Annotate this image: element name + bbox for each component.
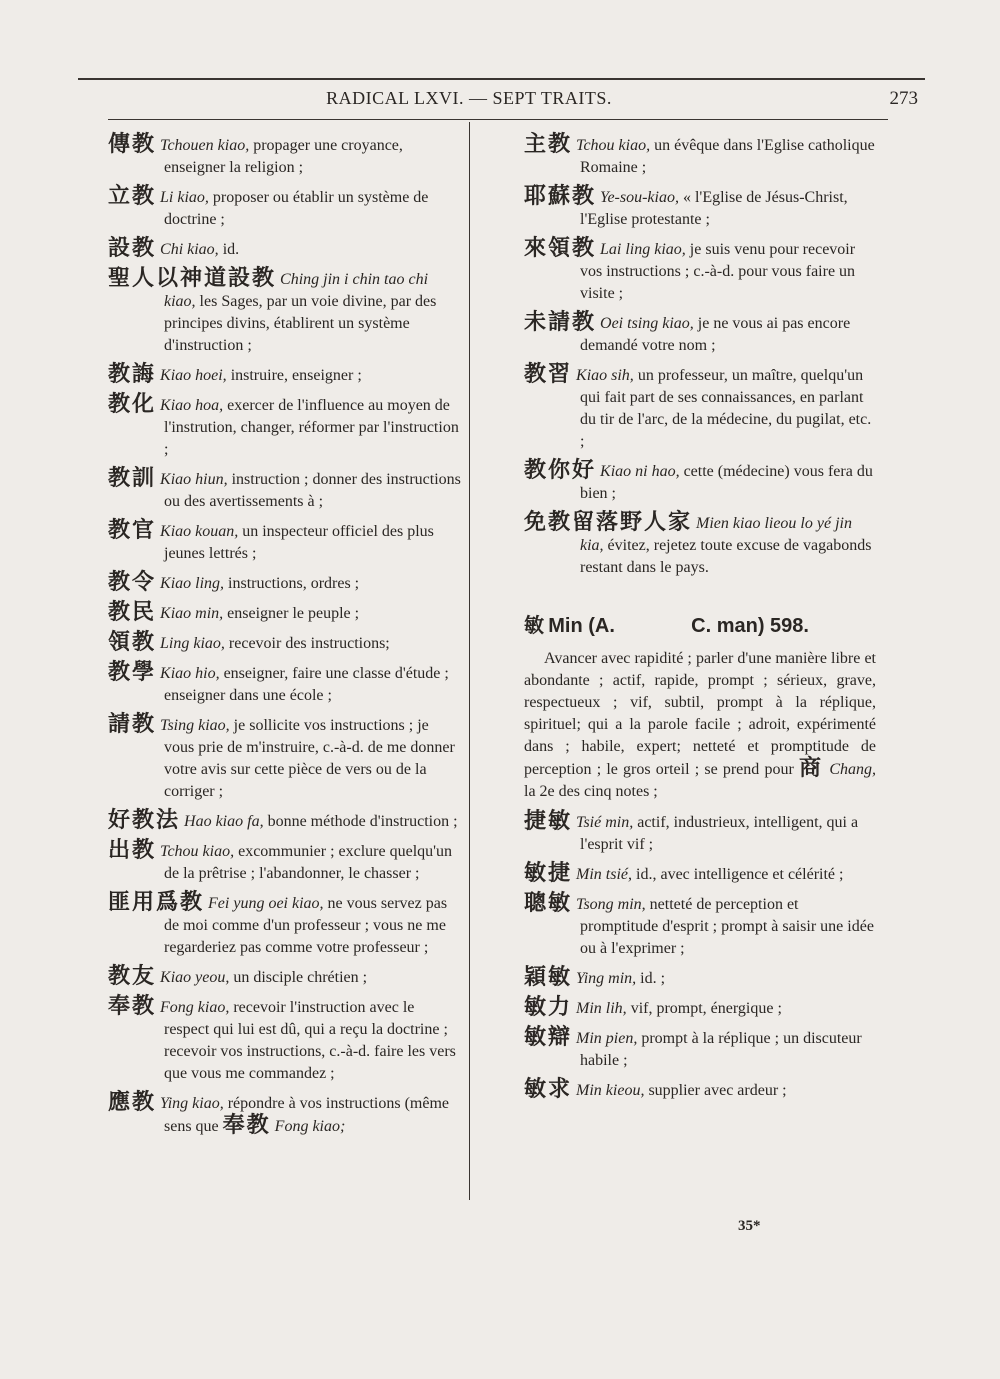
entry-characters: 教官 bbox=[108, 518, 157, 543]
entry-definition: un évêque dans l'Eglise catholique Romaine ; bbox=[580, 137, 875, 176]
entry-definition: un professeur, un maître, quelqu'un qui fait part de ses connaissances, en parlant du tir de l'arc, de la médecine, du pugilat, etc. ; bbox=[580, 367, 872, 450]
column-divider bbox=[469, 122, 470, 1200]
entry-characters: 耶蘇教 bbox=[524, 184, 597, 209]
dictionary-entry bbox=[108, 364, 461, 387]
entry-characters: 教令 bbox=[108, 570, 157, 595]
dictionary-entry bbox=[524, 811, 876, 856]
entry-definition: les Sages, par un voie divine, par des principes divins, établirent un système d'instruction ; bbox=[164, 293, 437, 354]
entry-romanization: Min tsié, bbox=[576, 866, 633, 883]
entry-definition: id. bbox=[218, 241, 240, 258]
radical-definition bbox=[524, 648, 876, 803]
entry-definition: un disciple chrétien ; bbox=[229, 969, 368, 986]
entry-characters: 傳教 bbox=[108, 132, 157, 157]
entry-romanization: Fong kiao, bbox=[160, 999, 230, 1016]
entry-definition: « l'Eglise de Jésus-Christ, l'Eglise protestante ; bbox=[580, 189, 848, 228]
dictionary-entry bbox=[108, 134, 461, 179]
dictionary-entry bbox=[524, 512, 876, 579]
entry-characters: 出教 bbox=[108, 838, 157, 863]
running-title: RADICAL LXVI. — SEPT TRAITS. bbox=[326, 88, 612, 108]
dictionary-entry bbox=[524, 134, 876, 179]
page-number: 273 bbox=[889, 88, 918, 109]
entry-characters: 教習 bbox=[524, 362, 573, 387]
dictionary-entry bbox=[524, 997, 876, 1020]
entry-romanization: Ching jin i chin tao chi kiao, bbox=[164, 271, 429, 310]
entry-romanization: Kiao yeou, bbox=[160, 969, 230, 986]
entry-definition: instruire, enseigner ; bbox=[226, 367, 362, 384]
entry-definition: ne vous servez pas de moi comme d'un professeur ; vous ne me regarderiez pas comme votre professeur ; bbox=[164, 895, 448, 956]
entry-romanization: Min lih, bbox=[576, 1000, 627, 1017]
definition-character: 商 bbox=[798, 756, 825, 781]
entry-definition: instruction ; donner des instructions ou des avertissements à ; bbox=[164, 471, 461, 510]
entry-definition: je sollicite vos instructions ; je vous prie de m'instruire, c.-à-d. de me donner votre avis sur cette pièce de vers ou de la corriger ; bbox=[164, 717, 455, 800]
entry-romanization: Tchou kiao, bbox=[160, 843, 235, 860]
entry-romanization: Kiao ni hao, bbox=[600, 463, 680, 480]
entry-romanization: Kiao hiun, bbox=[160, 471, 228, 488]
entry-definition: id., avec intelligence et célérité ; bbox=[632, 866, 844, 883]
entry-characters: 聰敏 bbox=[524, 891, 573, 916]
entry-characters: 敏捷 bbox=[524, 861, 573, 886]
dictionary-entry bbox=[108, 966, 461, 989]
entry-romanization: Chi kiao, bbox=[160, 241, 219, 258]
radical-heading bbox=[524, 609, 876, 638]
definition-text: Avancer avec rapidité ; parler d'une manière libre et abondante ; actif, rapide, prompt ; sérieux, grave, respectueux ; vif, subtil, prompt à la réplique, spirituel; qui a la parole facile ; adroit, expérimenté dans ; habile, expert; netteté et promptitude de perception ; le gros orteil ; se prend pour bbox=[524, 650, 876, 778]
dictionary-entry bbox=[524, 1079, 876, 1102]
entry-definition: un inspecteur officiel des plus jeunes lettrés ; bbox=[164, 523, 434, 562]
entry-definition: instructions, ordres ; bbox=[224, 575, 360, 592]
entry-definition: bonne méthode d'instruction ; bbox=[263, 813, 458, 830]
entry-definition: supplier avec ardeur ; bbox=[644, 1082, 787, 1099]
radical-character: 敏 bbox=[524, 613, 544, 637]
definition-romanization: Chang, bbox=[829, 761, 877, 778]
entry-characters: 奉教 bbox=[108, 994, 157, 1019]
entry-definition: je ne vous ai pas encore demandé votre nom ; bbox=[580, 315, 851, 354]
dictionary-entry bbox=[108, 468, 461, 513]
entry-characters: 免教留落野人家 bbox=[524, 510, 693, 535]
dictionary-entry bbox=[108, 714, 461, 803]
radical-label: Min (A. bbox=[548, 615, 615, 637]
dictionary-entry bbox=[108, 520, 461, 565]
dictionary-entry bbox=[108, 268, 461, 357]
right-entries-top bbox=[524, 134, 876, 579]
entry-characters: 立教 bbox=[108, 184, 157, 209]
entry-definition: répondre à vos instructions (même sens que bbox=[164, 1095, 449, 1135]
entry-definition: enseigner le peuple ; bbox=[223, 605, 360, 622]
dictionary-entry bbox=[108, 996, 461, 1085]
entry-characters: 教學 bbox=[108, 660, 157, 685]
entry-romanization: Kiao hoa, bbox=[160, 397, 224, 414]
entry-characters: 敏力 bbox=[524, 995, 573, 1020]
entry-romanization: Kiao sih, bbox=[576, 367, 634, 384]
dictionary-entry bbox=[108, 572, 461, 595]
entry-romanization: Kiao min, bbox=[160, 605, 224, 622]
entry-characters: 敏求 bbox=[524, 1077, 573, 1102]
entry-definition: excommunier ; exclure quelqu'un de la prêtrise ; l'abandonner, le chasser ; bbox=[164, 843, 453, 882]
entry-definition: évitez, rejetez toute excuse de vagabonds restant dans le pays. bbox=[580, 537, 872, 576]
entry-romanization: Li kiao, bbox=[160, 189, 209, 206]
entry-definition: recevoir l'instruction avec le respect qui lui est dû, qui a reçu la doctrine ; recevoir vos instructions, c.-à-d. faire les vers que vous me commandez ; bbox=[164, 999, 456, 1082]
right-entries-bottom bbox=[524, 811, 876, 1102]
entry-definition: exercer de l'influence au moyen de l'instrution, changer, réformer par l'instruction ; bbox=[164, 397, 459, 458]
dictionary-entry bbox=[524, 460, 876, 505]
entry-definition: netteté de perception et promptitude d'esprit ; prompt à saisir une idée ou à l'exprimer ; bbox=[580, 896, 874, 957]
entry-characters: 領教 bbox=[108, 630, 157, 655]
entry-romanization: Hao kiao fa, bbox=[184, 813, 264, 830]
entry-romanization: Tsing kiao, bbox=[160, 717, 230, 734]
entry-romanization: Tchou kiao, bbox=[576, 137, 651, 154]
entry-romanization: Ying kiao, bbox=[160, 1095, 224, 1112]
entry-characters: 設教 bbox=[108, 236, 157, 261]
entry-characters: 聖人以神道設教 bbox=[108, 266, 277, 291]
entry-characters-ref: 奉教 bbox=[222, 1113, 271, 1138]
definition-end: la 2e des cinq notes ; bbox=[524, 783, 658, 800]
entry-definition: actif, industrieux, intelligent, qui a l'esprit vif ; bbox=[580, 814, 859, 853]
entry-romanization: Ye-sou-kiao, bbox=[600, 189, 679, 206]
entry-characters: 主教 bbox=[524, 132, 573, 157]
entry-romanization: Ying min, bbox=[576, 970, 637, 987]
dictionary-entry bbox=[108, 394, 461, 461]
entry-romanization: Tsong min, bbox=[576, 896, 646, 913]
entry-romanization: Fei yung oei kiao, bbox=[208, 895, 324, 912]
entry-definition: cette (médecine) vous fera du bien ; bbox=[580, 463, 873, 502]
entry-characters: 好教法 bbox=[108, 808, 181, 833]
entry-romanization: Min kieou, bbox=[576, 1082, 645, 1099]
dictionary-entry bbox=[108, 810, 461, 833]
header-rule bbox=[108, 119, 888, 120]
entry-definition: vif, prompt, énergique ; bbox=[626, 1000, 782, 1017]
dictionary-entry bbox=[108, 662, 461, 707]
entry-definition: enseigner, faire une classe d'étude ; enseigner dans une école ; bbox=[164, 665, 449, 704]
entry-romanization: Ling kiao, bbox=[160, 635, 225, 652]
right-column bbox=[524, 134, 876, 1109]
dictionary-entry bbox=[108, 892, 461, 959]
entry-definition: id. ; bbox=[636, 970, 666, 987]
entry-romanization: Kiao ling, bbox=[160, 575, 225, 592]
entry-romanization: Kiao hio, bbox=[160, 665, 220, 682]
entry-romanization: Tchouen kiao, bbox=[160, 137, 250, 154]
dictionary-entry bbox=[524, 1027, 876, 1072]
dictionary-entry bbox=[524, 312, 876, 357]
entry-romanization: Kiao kouan, bbox=[160, 523, 239, 540]
left-column bbox=[108, 134, 461, 1145]
entry-characters: 來領教 bbox=[524, 236, 597, 261]
entry-characters: 教誨 bbox=[108, 362, 157, 387]
entry-characters: 敏辯 bbox=[524, 1025, 573, 1050]
entry-romanization: Tsié min, bbox=[576, 814, 634, 831]
dictionary-entry bbox=[524, 186, 876, 231]
signature-mark: 35* bbox=[738, 1218, 761, 1234]
dictionary-entry bbox=[524, 238, 876, 305]
entry-definition: propager une croyance, enseigner la religion ; bbox=[164, 137, 403, 176]
entry-romanization: Mien kiao lieou lo yé jin kia, bbox=[580, 515, 852, 554]
dictionary-entry bbox=[524, 893, 876, 960]
entry-romanization-ref: Fong kiao; bbox=[274, 1118, 346, 1135]
dictionary-entry bbox=[108, 840, 461, 885]
entry-characters: 教友 bbox=[108, 964, 157, 989]
entry-romanization: Oei tsing kiao, bbox=[600, 315, 694, 332]
top-rule bbox=[78, 78, 925, 80]
entry-characters: 教民 bbox=[108, 600, 157, 625]
entry-romanization: Min pien, bbox=[576, 1030, 638, 1047]
entry-characters: 教訓 bbox=[108, 466, 157, 491]
entry-characters: 請教 bbox=[108, 712, 157, 737]
entry-characters: 穎敏 bbox=[524, 965, 573, 990]
entry-characters: 未請教 bbox=[524, 310, 597, 335]
dictionary-entry bbox=[108, 186, 461, 231]
dictionary-entry bbox=[524, 967, 876, 990]
dictionary-entry bbox=[108, 238, 461, 261]
page-header bbox=[78, 88, 918, 114]
entry-characters: 匪用爲教 bbox=[108, 890, 205, 915]
radical-code: C. man) 598. bbox=[691, 615, 809, 637]
dictionary-entry bbox=[108, 632, 461, 655]
entry-definition: prompt à la réplique ; un discuteur habile ; bbox=[580, 1030, 862, 1069]
entry-characters: 教你好 bbox=[524, 458, 597, 483]
dictionary-entry bbox=[108, 602, 461, 625]
dictionary-entry bbox=[524, 364, 876, 453]
dictionary-entry bbox=[524, 863, 876, 886]
dictionary-entry bbox=[108, 1092, 461, 1138]
entry-characters: 應教 bbox=[108, 1090, 157, 1115]
entry-definition: je suis venu pour recevoir vos instructions ; c.-à-d. pour vous faire un visite ; bbox=[580, 241, 856, 302]
entry-characters: 教化 bbox=[108, 392, 157, 417]
entry-definition: proposer ou établir un système de doctrine ; bbox=[164, 189, 429, 228]
entry-romanization: Lai ling kiao, bbox=[600, 241, 686, 258]
entry-romanization: Kiao hoei, bbox=[160, 367, 227, 384]
entry-definition: recevoir des instructions; bbox=[224, 635, 390, 652]
entry-characters: 捷敏 bbox=[524, 809, 573, 834]
